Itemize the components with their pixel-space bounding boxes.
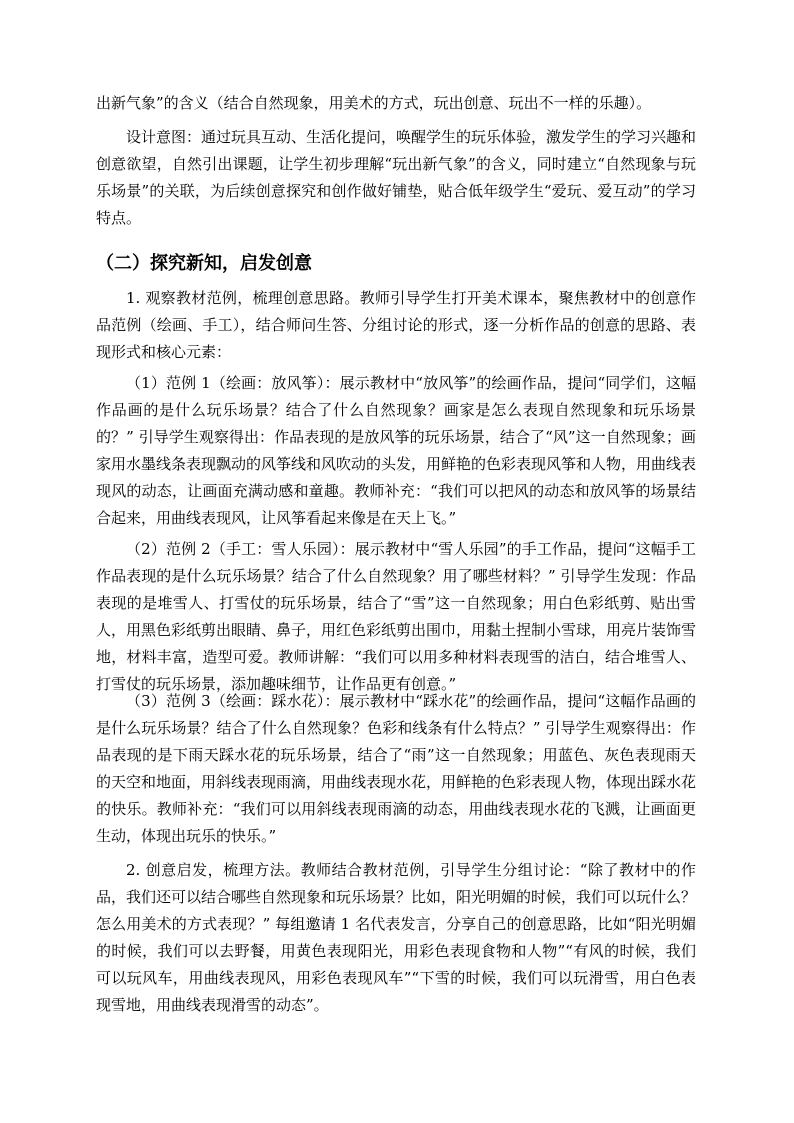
paragraph-design-intent: 设计意图：通过玩具互动、生活化提问，唤醒学生的玩乐体验，激发学生的学习兴趣和创意欲望，自然引出课题，让学生初步理解“玩出新气象”的含义，同时建立“自然现象与玩乐场景”的关联，为后续创意探究和创作做好铺垫，贴合低年级学生“爱玩、爱互动”的学习特点。 [96, 128, 697, 227]
section-heading: （二）探究新知，启发创意 [96, 253, 312, 274]
paragraph-example-2: （2）范例 2（手工：雪人乐园）：展示教材中“雪人乐园”的手工作品，提问“这幅手工作品表现的是什么玩乐场景？结合了什么自然现象？用了哪些材料？” 引导学生发现：作品表现的是堆雪人、打雪仗的玩乐场景，结合了“雪”这一自然现象；用白色彩纸剪、贴出雪人，用黑色彩纸剪出眼睛、鼻子，用红色彩纸剪出围巾，用黏土捏制小雪球，用亮片装饰雪地，材料丰富，造型可爱。教师讲解：“我们可以用多种材料表现雪的洁白，结合堆雪人、打雪仗的玩乐场景，添加趣味细节，让作品更有创意。” [96, 540, 697, 693]
paragraph-observe-examples: 1. 观察教材范例，梳理创意思路。教师引导学生打开美术课本，聚焦教材中的创意作品范例（绘画、手工），结合师问生答、分组讨论的形式，逐一分析作品的创意的思路、表现形式和核心元素： [96, 289, 696, 361]
paragraph-example-3: （3）范例 3（绘画：踩水花）：展示教材中“踩水花”的绘画作品，提问“这幅作品画的是什么玩乐场景？结合了什么自然现象？色彩和线条有什么特点？” 引导学生观察得出：作品表现的是下雨天踩水花的玩乐场景，结合了“雨”这一自然现象；用蓝色、灰色表现雨天的天空和地面，用斜线表现雨滴，用曲线表现水花，用鲜艳的色彩表现人物，体现出踩水花的快乐。教师补充：“我们可以用斜线表现雨滴的动态，用曲线表现水花的飞溅，让画面更生动，体现出玩乐的快乐。” [96, 692, 697, 845]
paragraph-intro-continuation: 出新气象”的含义（结合自然现象，用美术的方式，玩出创意、玩出不一样的乐趣）。 [96, 94, 652, 112]
paragraph-example-1: （1）范例 1（绘画：放风筝）：展示教材中“放风筝”的绘画作品，提问“同学们，这幅作品画的是什么玩乐场景？结合了什么自然现象？画家是怎么表现自然现象和玩乐场景的？” 引导学生观察得出：作品表现的是放风筝的玩乐场景，结合了“风”这一自然现象；画家用水墨线条表现飘动的风筝线和风吹动的头发，用鲜艳的色彩表现风筝和人物，用曲线表现风的动态，让画面充满动感和童趣。教师补充：“我们可以把风的动态和放风筝的场景结合起来，用曲线表现风，让风筝看起来像是在天上飞。” [96, 374, 697, 527]
paragraph-creative-inspiration: 2. 创意启发，梳理方法。教师结合教材范例，引导学生分组讨论：“除了教材中的作品，我们还可以结合哪些自然现象和玩乐场景？比如，阳光明媚的时候，我们可以玩什么？怎么用美术的方式表现？” 每组邀请 1 名代表发言，分享自己的创意思路，比如“阳光明媚的时候，我们可以去野餐，用黄色表现阳光，用彩色表现食物和人物”“有风的时候，我们可以玩风车，用曲线表现风，用彩色表现风车”“下雪的时候，我们可以玩滑雪，用白色表现雪地，用曲线表现滑雪的动态”。 [96, 861, 697, 1014]
